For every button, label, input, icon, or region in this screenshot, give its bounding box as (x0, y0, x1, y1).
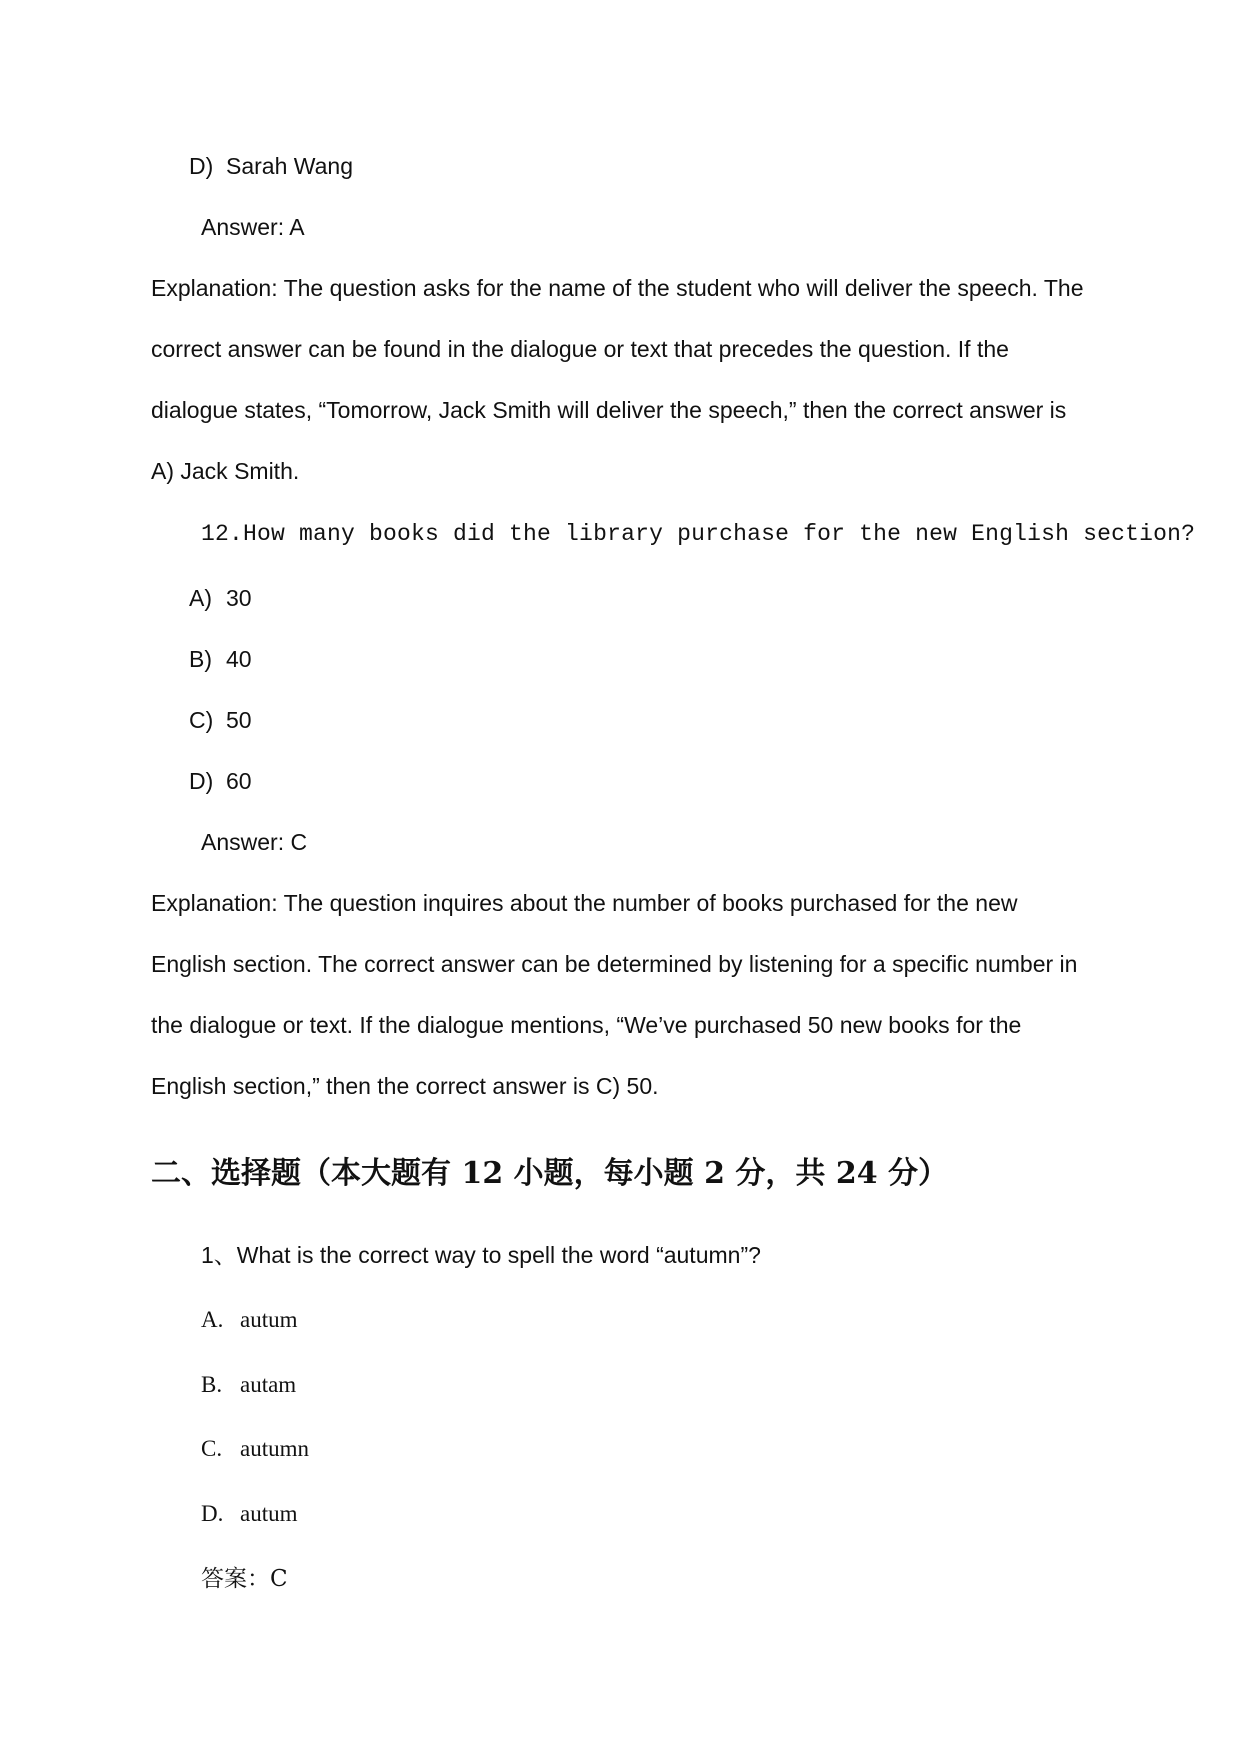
option-label: A. (201, 1307, 224, 1332)
option-text: autum (240, 1501, 298, 1526)
question-1-text: 1、What is the correct way to spell the word “autumn”? (201, 1242, 761, 1268)
option-text: autum (240, 1307, 298, 1332)
option-b (201, 1370, 296, 1400)
option-a (189, 583, 252, 613)
option-label: C) (189, 707, 214, 733)
option-b (189, 644, 252, 674)
explanation-line: Explanation: The question inquires about the number of books purchased for the new (151, 890, 1018, 916)
option-c (201, 1434, 309, 1464)
option-label: D. (201, 1501, 224, 1526)
explanation-line: the dialogue or text. If the dialogue mentions, “We’ve purchased 50 new books for the (151, 1012, 1022, 1038)
explanation-line: English section. The correct answer can be determined by listening for a specific number in (151, 951, 1078, 977)
option-label: A) (189, 585, 212, 611)
answer-line: Answer: A (201, 214, 305, 240)
option-text: autumn (240, 1436, 309, 1461)
option-d (189, 151, 353, 181)
explanation-line: English section,” then the correct answer is C) 50. (151, 1073, 659, 1099)
explanation-line: correct answer can be found in the dialogue or text that precedes the question. If the (151, 336, 1009, 362)
option-label: B) (189, 646, 212, 672)
option-text: 30 (226, 585, 252, 611)
option-a (201, 1305, 298, 1335)
question-12-text: 12.How many books did the library purchase for the new English section? (201, 521, 1196, 547)
option-text: 50 (226, 707, 252, 733)
option-d (201, 1499, 298, 1529)
option-text: Sarah Wang (226, 153, 353, 179)
answer-line: Answer: C (201, 829, 308, 855)
option-label: D) (189, 768, 214, 794)
option-text: 60 (226, 768, 252, 794)
option-label: B. (201, 1372, 223, 1397)
option-d (189, 766, 252, 796)
option-c (189, 705, 252, 735)
section-heading: 二、选择题（本大题有 12 小题，每小题 2 分，共 24 分） (151, 1156, 949, 1191)
option-label: C. (201, 1436, 223, 1461)
answer-line: 答案：C (201, 1566, 288, 1592)
option-text: 40 (226, 646, 252, 672)
explanation-line: A) Jack Smith. (151, 458, 300, 484)
explanation-line: dialogue states, “Tomorrow, Jack Smith will deliver the speech,” then the correct answer is (151, 397, 1067, 423)
option-label: D) (189, 153, 214, 179)
explanation-line: Explanation: The question asks for the name of the student who will deliver the speech. The (151, 275, 1084, 301)
option-text: autam (240, 1372, 297, 1397)
